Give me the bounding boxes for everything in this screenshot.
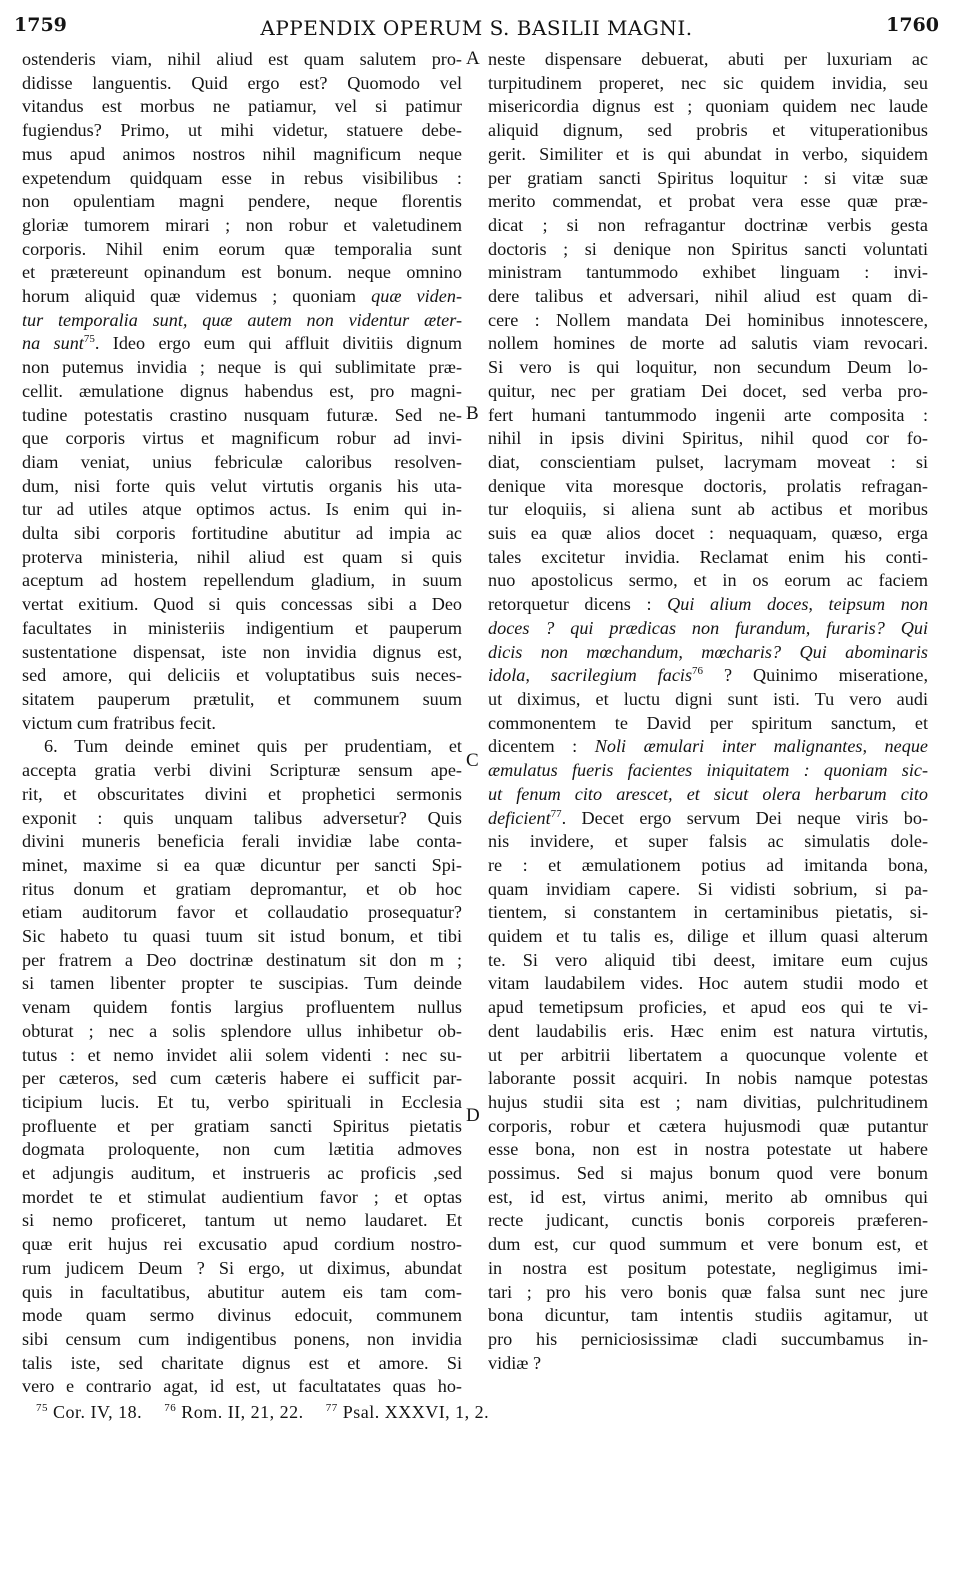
text-run: minet, maxime si ea quæ dicuntur per sancti Spi- (22, 854, 462, 875)
text-run: Sic habeto tu quasi tuum sit istud bonum, et tibi (22, 926, 462, 947)
text-run: sibi censum cum indigentibus ponens, non invidia (22, 1328, 462, 1349)
text-run: non opulentiam magni pendere, neque florentis (22, 191, 462, 212)
footnote-number: 75 (36, 1402, 48, 1414)
footnote (326, 1402, 490, 1422)
text-line (488, 807, 928, 831)
text-line (488, 356, 928, 380)
text-run: dogmata proloquente, non cum lætitia admoves (22, 1139, 462, 1160)
italic-quotation: ut fenum cito arescet, et sicut olera herbarum cito (488, 783, 928, 804)
text-line (488, 688, 928, 712)
text-line (488, 427, 928, 451)
margin-marker-d: D (466, 1105, 480, 1126)
text-run: facultates in ministeriis indigentium et pauperum (22, 617, 462, 638)
text-run: mordet te et stimulat audientium favor ; et optas (22, 1186, 462, 1207)
text-line (22, 238, 462, 262)
text-run: ? Quinimo miseratione, (703, 665, 928, 686)
text-run: mus apud animos nostros nihil magnificum neque (22, 143, 462, 164)
left-text-column (22, 48, 462, 1399)
text-line (22, 427, 462, 451)
text-run: corporis. Nihil enim eorum quæ temporalia sunt (22, 238, 462, 259)
text-line (22, 1138, 462, 1162)
text-line (488, 1281, 928, 1305)
text-run: misericordia dignus est ; quoniam quidem nec laude (488, 96, 928, 117)
text-run: tur ad utiles atque optimos actus. Is enim qui in- (22, 499, 462, 520)
text-line (22, 1020, 462, 1044)
text-run: turpitudinem properet, nec sic quidem invidia, seu (488, 72, 928, 93)
text-run: expetendum quidquam esse in rebus visibilibus : (22, 167, 462, 188)
text-line (488, 641, 928, 665)
text-run: quis in facultatibus, abutitur autem eis tam com- (22, 1281, 462, 1302)
text-run: aceptum ad hostem repellendum gladium, in suum (22, 570, 462, 591)
text-line (488, 214, 928, 238)
text-run: didisse languentis. Quid ergo est? Quomodo vel (22, 72, 462, 93)
text-line (488, 167, 928, 191)
text-line (488, 783, 928, 807)
text-run: tur eloquiis, si aliena sunt ab actibus et moribus (488, 499, 928, 520)
text-run: vertat exitium. Quod si quis concessas sibi a Deo (22, 594, 462, 615)
text-line (488, 854, 928, 878)
footnote (36, 1402, 142, 1422)
text-line (22, 451, 462, 475)
text-line (488, 712, 928, 736)
text-line (22, 1067, 462, 1091)
text-run: gerit. Similiter et is qui abundat in verbo, siquidem (488, 143, 928, 164)
text-run: rum judicem Deum ? Si ergo, ut diximus, abundat (22, 1257, 462, 1278)
text-line (22, 593, 462, 617)
text-line (488, 569, 928, 593)
footnotes (36, 1402, 511, 1423)
text-run: fert humani tantummodo ingenii arte composita : (488, 404, 928, 425)
text-line (22, 712, 462, 736)
text-line (488, 1209, 928, 1233)
text-line (22, 1186, 462, 1210)
text-line (22, 261, 462, 285)
text-run: nollem homines de morte ad salutis viam revocari. (488, 333, 928, 354)
text-line (488, 1162, 928, 1186)
text-run: retorquetur dicens : (488, 594, 668, 615)
text-run: venam quidem fontis largius profluentem nullus (22, 997, 462, 1018)
footnote-reference: 76 (692, 665, 704, 678)
text-line (22, 664, 462, 688)
text-run: laborante possit acquiri. In nobis namque potestas (488, 1068, 928, 1089)
right-text-column (488, 48, 928, 1375)
text-run: cellit. æmulatione dignus habendus est, pro magni- (22, 380, 462, 401)
text-line (22, 854, 462, 878)
text-line (488, 332, 928, 356)
text-run: diat, conscientiam pulset, lacrymam moveat : si (488, 451, 928, 472)
text-line (488, 759, 928, 783)
text-run: . Ideo ergo eum qui affluit divitiis dignum (94, 333, 462, 354)
text-line (488, 1044, 928, 1068)
text-line (22, 380, 462, 404)
text-line (22, 546, 462, 570)
text-line (488, 1067, 928, 1091)
text-line (22, 901, 462, 925)
text-run: Si vero is qui loquitur, non secundum Deum lo- (488, 357, 928, 378)
text-line (22, 783, 462, 807)
italic-quotation: doces ? qui prædicas non furandum, furaris? Qui (488, 617, 928, 638)
text-line (22, 1375, 462, 1399)
margin-marker-c: C (466, 750, 479, 771)
text-line (22, 949, 462, 973)
text-run: doctoris ; si denique non Spiritus sancti voluntati (488, 238, 928, 259)
text-run: si nemo proficeret, tantum ut nemo laudaret. Et (22, 1210, 462, 1231)
text-line (22, 569, 462, 593)
text-line (22, 95, 462, 119)
text-line (488, 309, 928, 333)
text-run: sitatem pauperum prætulit, et communem suum (22, 688, 462, 709)
text-line (22, 1115, 462, 1139)
italic-quotation: Noli æmulari inter malignantes, neque (594, 736, 928, 757)
text-run: victum cum fratribus fecit. (22, 712, 216, 733)
text-run: fugiendus? Primo, ut mihi videtur, statuere debe- (22, 120, 462, 141)
text-run: pro his perniciosissimæ cladi succumbamus in- (488, 1328, 928, 1349)
text-line (488, 1257, 928, 1281)
text-run: dum, nisi forte quis velut virtutis organis his uta- (22, 475, 462, 496)
text-line (22, 759, 462, 783)
text-run: vidiæ ? (488, 1352, 542, 1373)
italic-quotation: quæ autem non videntur æter- (202, 309, 462, 330)
text-line (488, 664, 928, 688)
text-run: suis ea quæ alios docet : nequaquam, quæso, erga (488, 523, 928, 544)
text-run: ut diximus, et luctu digni sunt isti. Tu vero audi (488, 688, 928, 709)
text-run: per cæteros, sed cum cæteris habere ei sufficit par- (22, 1068, 462, 1089)
text-line (488, 261, 928, 285)
text-run: ut per arbitrii libertatem a quocunque volente et (488, 1044, 928, 1065)
text-run: ticipium lucis. Et tu, verbo spirituali in Ecclesia (22, 1091, 462, 1112)
italic-quotation: idola, sacrilegium facis (488, 665, 693, 686)
footnote-reference: 77 (550, 807, 562, 820)
text-line (22, 1328, 462, 1352)
text-line (22, 1352, 462, 1376)
text-line (488, 878, 928, 902)
italic-quotation: Qui alium doces, teipsum non (667, 594, 928, 615)
text-line (22, 735, 462, 759)
text-line (22, 332, 462, 356)
text-run: in nostra est positum potestate, negligimus imi- (488, 1257, 928, 1278)
text-run: vitam laudabilem vides. Hoc autem studii modo et (488, 973, 928, 994)
text-line (22, 1281, 462, 1305)
text-run: et adjungis auditum, et instrueris ac proficis ,sed (22, 1163, 462, 1184)
text-run: tales excitetur invidia. Reclamat enim his conti- (488, 546, 928, 567)
text-run: dicat ; si non refragantur doctrinæ verbis gesta (488, 214, 928, 235)
text-line (22, 878, 462, 902)
footnote-number: 76 (164, 1402, 177, 1414)
text-line (488, 475, 928, 499)
text-line (22, 72, 462, 96)
text-run: mode quam sermo divinus edocuit, communem (22, 1305, 462, 1326)
text-run: vero e contrario agat, id est, ut facultatates quas ho- (22, 1376, 462, 1397)
text-line (22, 167, 462, 191)
text-run: neste dispensare debuerat, abuti per luxuriam ac (488, 49, 928, 69)
text-line (22, 143, 462, 167)
text-line (22, 404, 462, 428)
text-line (488, 1186, 928, 1210)
text-line (488, 1091, 928, 1115)
italic-quotation: quæ viden- (371, 286, 462, 307)
margin-marker-b: B (466, 403, 479, 424)
text-line (22, 807, 462, 831)
text-run: ministram tantummodo exhibet linguam : invi- (488, 262, 928, 283)
text-run: que corporis virtus et magnificum robur ad invi- (22, 428, 462, 449)
text-run: si tamen libenter propter te suscipias. Tum deinde (22, 973, 462, 994)
text-line (22, 972, 462, 996)
text-run: nuo apostolicus sermo, et in os eorum ac faciem (488, 570, 928, 591)
text-line (22, 688, 462, 712)
text-line (22, 214, 462, 238)
text-line (488, 901, 928, 925)
text-line (22, 119, 462, 143)
text-line (488, 1138, 928, 1162)
text-run: talis iste, sed charitate dignus est et amore. Si (22, 1352, 462, 1373)
text-run: est, id est, virtus animi, merito ab omnibus qui (488, 1186, 928, 1207)
text-line (22, 498, 462, 522)
text-line (22, 285, 462, 309)
text-line (488, 1020, 928, 1044)
text-run: esse bona, non est in nostra potestate ut habere (488, 1139, 928, 1160)
footnote-number: 77 (325, 1402, 338, 1414)
text-run: non putemus invidia ; neque is qui sublimitate præ- (22, 357, 462, 378)
text-line (22, 1044, 462, 1068)
text-run: tientem, si constantem in certaminibus pietatis, si- (488, 902, 928, 923)
italic-quotation: dicis non mœchandum, mœcharis? Qui abominaris (488, 641, 928, 662)
text-run: cere : Nollem mandata Dei hominibus innotescere, (488, 309, 928, 330)
text-line (22, 1257, 462, 1281)
running-title: APPENDIX OPERUM S. BASILII MAGNI. (260, 16, 693, 40)
text-run: accepta gratia verbi divini Scripturæ sensum ape- (22, 760, 462, 781)
text-run: dulta sibi corporis fortitudine abutitur ad impia ac (22, 523, 462, 544)
text-run: 6. Tum deinde eminet quis per prudentiam, et (44, 736, 462, 757)
text-line (22, 475, 462, 499)
text-run: sustentatione dispensat, iste non invidia dignus est, (22, 641, 462, 662)
text-run: quidem et tu talis es, dilige et illum quasi alterum (488, 926, 928, 947)
text-run: hujus studii sita est ; nam divitias, pulchritudinem (488, 1091, 928, 1112)
text-line (488, 830, 928, 854)
footnote-reference: 75 (83, 333, 95, 346)
text-line (22, 48, 462, 72)
text-line (22, 617, 462, 641)
margin-marker-a: A (466, 48, 480, 69)
text-run: gloriæ tumorem mirari ; non robur et valetudinem (22, 214, 462, 235)
text-run: possimus. Sed si majus bonum quod vere bonum (488, 1163, 928, 1184)
text-line (488, 190, 928, 214)
text-run: tutus : et nemo invidet alii solem videnti : nec su- (22, 1044, 462, 1065)
text-run: ostenderis viam, nihil aliud est quam salutem pro- (22, 49, 462, 69)
text-run: nis invidere, et super falsis ac simulatis dole- (488, 831, 928, 852)
text-line (488, 380, 928, 404)
text-run: aliquid dignum, sed probris et vituperationibus (488, 120, 928, 141)
text-run: quæ erit hujus rei excusatio apud cordium nostro- (22, 1234, 462, 1255)
text-line (488, 1233, 928, 1257)
text-line (22, 1304, 462, 1328)
footnote-text: Psal. XXXVI, 1, 2. (337, 1402, 490, 1422)
text-run: corporis, robur et cætera hujusmodi quæ putantur (488, 1115, 928, 1136)
page-header (14, 10, 939, 42)
text-run: nihil in ipsis divini Spiritus, nihil quod cor fo- (488, 428, 928, 449)
text-line (488, 1115, 928, 1139)
text-line (22, 309, 462, 333)
text-run: sed amore, qui deliciis et voluptatibus suis neces- (22, 665, 462, 686)
text-run: dum est, cur quod summum et vere bonum est, et (488, 1234, 928, 1255)
text-line (22, 1162, 462, 1186)
italic-quotation: tur temporalia sunt, (22, 309, 203, 330)
text-run: per gratiam sancti Spiritus loquitur : si vitæ suæ (488, 167, 928, 188)
text-run: diam veniat, unius febriculæ caloribus resolven- (22, 451, 462, 472)
text-line (488, 617, 928, 641)
text-line (488, 72, 928, 96)
italic-quotation: æmulatus fueris facientes iniquitatem : quoniam sic- (488, 760, 928, 781)
text-line (488, 1304, 928, 1328)
text-run: quam invidiam capere. Si vidisti sobrium, si pa- (488, 878, 928, 899)
text-line (488, 522, 928, 546)
text-line (22, 522, 462, 546)
text-run: obturat ; nec a solis splendore ullus inhibetur ob- (22, 1020, 462, 1041)
text-run: dicentem : (488, 736, 595, 757)
text-run: divini muneris beneficia ferali invidiæ labe conta- (22, 831, 462, 852)
text-run: tudine potestatis crastino nusquam futuræ. Sed ne- (22, 404, 462, 425)
page-number-left: 1759 (14, 14, 67, 36)
text-line (488, 238, 928, 262)
text-line (488, 925, 928, 949)
text-run: recte judicant, cunctis bonis corporeis præferen- (488, 1210, 928, 1231)
text-run: bona dicuntur, tam intentis studiis agitamur, ut (488, 1305, 928, 1326)
text-run: quitur, nec per gratiam Dei docet, sed verba pro- (488, 380, 928, 401)
text-line (22, 830, 462, 854)
text-line (488, 996, 928, 1020)
text-run: horum aliquid quæ videmus ; quoniam (22, 286, 372, 307)
text-line (488, 451, 928, 475)
italic-quotation: na sunt (22, 333, 84, 354)
text-run: proterva ministeria, nihil aliud est quam si quis (22, 546, 462, 567)
text-line (488, 404, 928, 428)
text-line (488, 972, 928, 996)
text-line (22, 356, 462, 380)
text-run: ritus donum et gratiam depromantur, et ob hoc (22, 878, 462, 899)
page-number-right: 1760 (886, 14, 939, 36)
text-run: apud temetipsum proficies, et apud eos qui te vi- (488, 997, 928, 1018)
text-line (22, 1091, 462, 1115)
text-run: dere talibus et adversari, nihil aliud est quam di- (488, 286, 928, 307)
text-line (22, 1209, 462, 1233)
text-run: commonentem te David per spiritum sanctum, et (488, 712, 928, 733)
text-run: vitandus est morbus ne patiamur, vel si patimur (22, 96, 462, 117)
text-line (488, 95, 928, 119)
text-run: profluente et per gratiam sancti Spiritus pietatis (22, 1115, 462, 1136)
text-line (488, 1352, 928, 1376)
text-run: denique vita moresque doctoris, prolatis refragan- (488, 475, 928, 496)
text-line (488, 949, 928, 973)
text-line (22, 925, 462, 949)
text-line (488, 119, 928, 143)
text-run: per fratrem a Deo doctrinæ destinatum sit don m ; (22, 949, 462, 970)
footnote-text: Cor. IV, 18. (48, 1402, 143, 1422)
text-line (488, 285, 928, 309)
text-run: exponit : quis unquam talibus adversetur? Quis (22, 807, 462, 828)
italic-quotation: deficient (488, 807, 551, 828)
text-line (488, 546, 928, 570)
footnote-text: Rom. II, 21, 22. (176, 1402, 304, 1422)
text-line (488, 48, 928, 72)
text-run: rit, et obscuritates divini et prophetici sermonis (22, 783, 462, 804)
text-line (488, 143, 928, 167)
text-run: te. Si vero aliquid tibi deest, imitare eum cujus (488, 949, 928, 970)
text-line (22, 190, 462, 214)
text-run: dent laudabilis eris. Hæc enim est natura virtutis, (488, 1020, 928, 1041)
text-run: re : et æmulationem potius ad imitanda bona, (488, 854, 928, 875)
text-line (22, 996, 462, 1020)
text-run: . Decet ergo servum Dei neque viris bo- (561, 807, 928, 828)
text-line (488, 735, 928, 759)
text-line (488, 593, 928, 617)
text-line (22, 1233, 462, 1257)
text-run: tari ; pro his vero bonis quæ falsa sunt nec jure (488, 1281, 928, 1302)
text-run: merito commendat, et probat vera esse quæ præ- (488, 191, 928, 212)
text-line (488, 1328, 928, 1352)
text-run: et prætereunt opinandum est bonum. neque omnino (22, 262, 462, 283)
text-line (22, 641, 462, 665)
footnote (164, 1402, 304, 1422)
text-run: etiam auditorum favor et collaudatio prosequatur? (22, 902, 462, 923)
text-line (488, 498, 928, 522)
